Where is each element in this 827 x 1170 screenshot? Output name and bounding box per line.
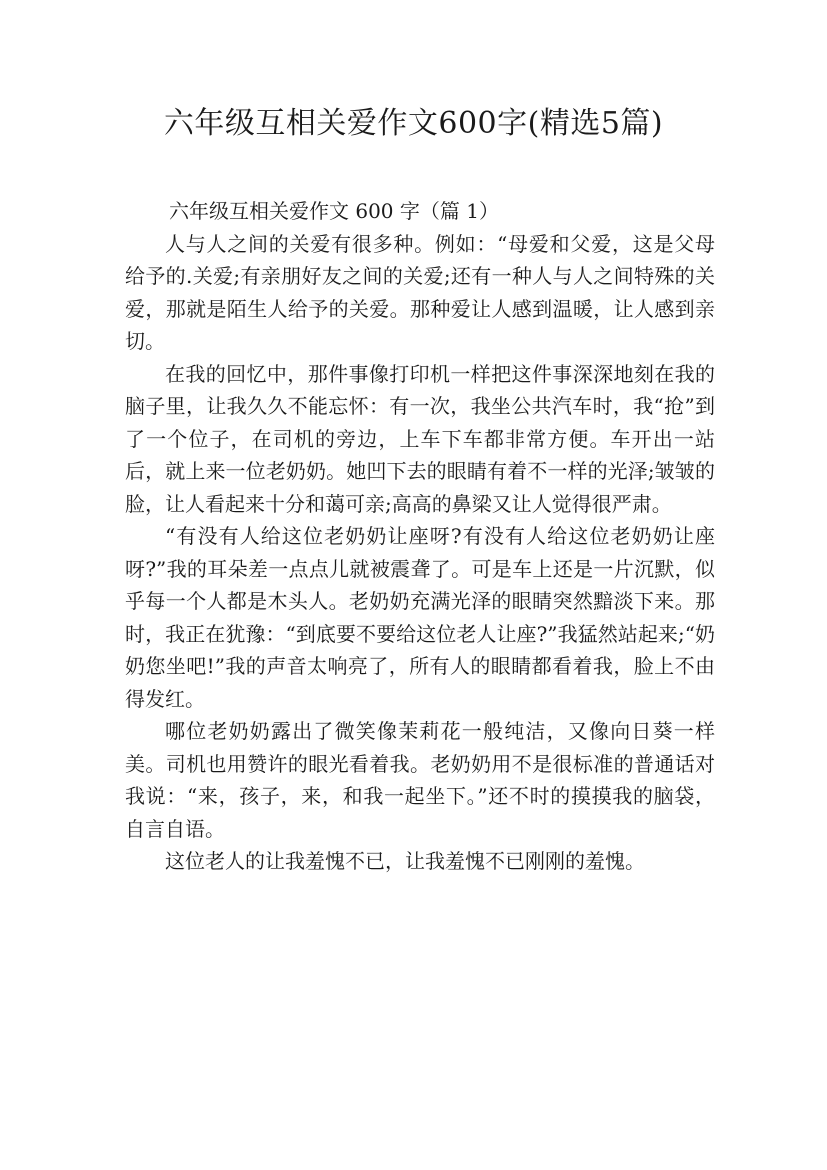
- section-heading: 六年级互相关爱作文 600 字（篇 1）: [169, 199, 499, 223]
- paragraph-2: 在我的回忆中，那件事像打印机一样把这件事深深地刻在我的脑子里，让我久久不能忘怀：有一次，我坐公共汽车时，我“抢”到了一个位子，在司机的旁边，上车下车都非常方便。车开出一站后，就上来一位老奶奶。她凹下去的眼睛有着不一样的光泽;皱皱的脸，让人看起来十分和蔼可亲;高高的鼻梁又让人觉得很严肃。: [125, 361, 715, 516]
- paragraph-1: 人与人之间的关爱有很多种。例如：“母爱和父爱，这是父母给予的.关爱;有亲朋好友之间的关爱;还有一种人与人之间特殊的关爱，那就是陌生人给予的关爱。那种爱让人感到温暖，让人感到亲切。: [125, 231, 715, 353]
- document-title: 六年级互相关爱作文600字(精选5篇): [163, 106, 664, 141]
- paragraph-4: 哪位老奶奶露出了微笑像茉莉花一般纯洁，又像向日葵一样美。司机也用赞许的眼光看着我。老奶奶用不是很标准的普通话对我说：“来，孩子，来，和我一起坐下。”还不时的摸摸我的脑袋，自言自语。: [125, 719, 715, 841]
- paragraph-3: “有没有人给这位老奶奶让座呀?有没有人给这位老奶奶让座呀?”我的耳朵差一点点儿就被震聋了。可是车上还是一片沉默，似乎每一个人都是木头人。老奶奶充满光泽的眼睛突然黯淡下来。那时，我正在犹豫：“到底要不要给这位老人让座?”我猛然站起来;“奶奶您坐吧!”我的声音太响亮了，所有人的眼睛都看着我，脸上不由得发红。: [125, 524, 715, 711]
- document-body: [125, 195, 715, 878]
- paragraph-5: 这位老人的让我羞愧不已，让我羞愧不已刚刚的羞愧。: [165, 849, 645, 873]
